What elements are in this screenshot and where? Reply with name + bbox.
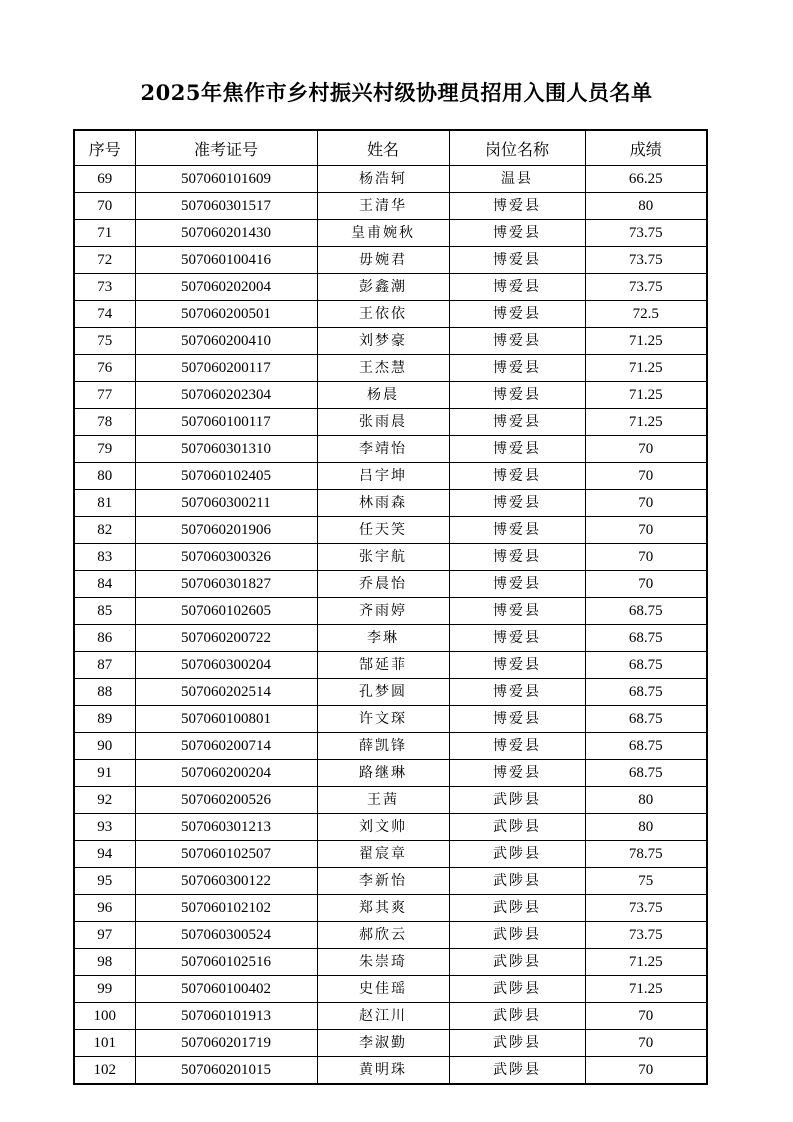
cell-position-name: 博爱县: [449, 301, 585, 328]
table-row: [74, 1057, 707, 1085]
cell-score: 68.75: [585, 679, 707, 706]
header-score: 成绩: [585, 130, 707, 166]
header-position-name: 岗位名称: [449, 130, 585, 166]
cell-serial-number: 91: [74, 760, 135, 787]
table-row: [74, 436, 707, 463]
cell-score: 75: [585, 868, 707, 895]
table-body: [74, 166, 707, 1085]
cell-name: 杨浩轲: [317, 166, 449, 193]
candidate-table: [73, 129, 708, 1085]
table-row: [74, 868, 707, 895]
cell-serial-number: 72: [74, 247, 135, 274]
cell-position-name: 博爱县: [449, 382, 585, 409]
cell-exam-ticket-number: 507060202514: [135, 679, 317, 706]
cell-name: 许文琛: [317, 706, 449, 733]
cell-serial-number: 78: [74, 409, 135, 436]
cell-score: 70: [585, 544, 707, 571]
cell-exam-ticket-number: 507060300122: [135, 868, 317, 895]
cell-serial-number: 69: [74, 166, 135, 193]
cell-position-name: 温县: [449, 166, 585, 193]
table-row: [74, 382, 707, 409]
cell-name: 李琳: [317, 625, 449, 652]
cell-score: 71.25: [585, 949, 707, 976]
cell-exam-ticket-number: 507060200722: [135, 625, 317, 652]
cell-score: 73.75: [585, 922, 707, 949]
table-row: [74, 220, 707, 247]
cell-exam-ticket-number: 507060102507: [135, 841, 317, 868]
cell-position-name: 博爱县: [449, 328, 585, 355]
cell-name: 薛凯锋: [317, 733, 449, 760]
table-row: [74, 895, 707, 922]
cell-score: 68.75: [585, 598, 707, 625]
cell-serial-number: 79: [74, 436, 135, 463]
table-row: [74, 706, 707, 733]
cell-position-name: 武陟县: [449, 814, 585, 841]
header-exam-ticket-number: 准考证号: [135, 130, 317, 166]
table-row: [74, 166, 707, 193]
cell-name: 王杰慧: [317, 355, 449, 382]
cell-exam-ticket-number: 507060100416: [135, 247, 317, 274]
table-row: [74, 517, 707, 544]
cell-exam-ticket-number: 507060100801: [135, 706, 317, 733]
cell-exam-ticket-number: 507060201719: [135, 1030, 317, 1057]
cell-exam-ticket-number: 507060101913: [135, 1003, 317, 1030]
cell-position-name: 博爱县: [449, 544, 585, 571]
cell-position-name: 武陟县: [449, 1057, 585, 1085]
cell-name: 王依依: [317, 301, 449, 328]
cell-position-name: 武陟县: [449, 922, 585, 949]
cell-name: 齐雨婷: [317, 598, 449, 625]
cell-serial-number: 73: [74, 274, 135, 301]
cell-score: 70: [585, 1030, 707, 1057]
cell-position-name: 武陟县: [449, 895, 585, 922]
cell-serial-number: 90: [74, 733, 135, 760]
table-header-row: [74, 130, 707, 166]
cell-name: 王清华: [317, 193, 449, 220]
cell-serial-number: 85: [74, 598, 135, 625]
cell-score: 71.25: [585, 355, 707, 382]
cell-serial-number: 75: [74, 328, 135, 355]
cell-position-name: 博爱县: [449, 679, 585, 706]
cell-name: 郑其爽: [317, 895, 449, 922]
cell-position-name: 博爱县: [449, 409, 585, 436]
cell-score: 66.25: [585, 166, 707, 193]
table-row: [74, 733, 707, 760]
cell-score: 68.75: [585, 625, 707, 652]
cell-name: 刘梦豪: [317, 328, 449, 355]
cell-position-name: 博爱县: [449, 571, 585, 598]
cell-name: 李靖怡: [317, 436, 449, 463]
cell-score: 73.75: [585, 247, 707, 274]
cell-exam-ticket-number: 507060102516: [135, 949, 317, 976]
cell-score: 80: [585, 193, 707, 220]
table-row: [74, 679, 707, 706]
cell-score: 70: [585, 1057, 707, 1085]
cell-position-name: 武陟县: [449, 976, 585, 1003]
cell-serial-number: 98: [74, 949, 135, 976]
cell-score: 72.5: [585, 301, 707, 328]
cell-exam-ticket-number: 507060202304: [135, 382, 317, 409]
cell-serial-number: 74: [74, 301, 135, 328]
cell-name: 杨晨: [317, 382, 449, 409]
table-row: [74, 625, 707, 652]
cell-exam-ticket-number: 507060300211: [135, 490, 317, 517]
cell-score: 73.75: [585, 220, 707, 247]
table-row: [74, 463, 707, 490]
cell-position-name: 博爱县: [449, 517, 585, 544]
cell-position-name: 武陟县: [449, 787, 585, 814]
cell-position-name: 博爱县: [449, 706, 585, 733]
cell-serial-number: 96: [74, 895, 135, 922]
cell-serial-number: 95: [74, 868, 135, 895]
cell-name: 刘文帅: [317, 814, 449, 841]
table-row: [74, 976, 707, 1003]
table-row: [74, 841, 707, 868]
table-row: [74, 274, 707, 301]
table-row: [74, 760, 707, 787]
header-serial-number: 序号: [74, 130, 135, 166]
cell-name: 李淑勤: [317, 1030, 449, 1057]
cell-serial-number: 86: [74, 625, 135, 652]
cell-score: 70: [585, 436, 707, 463]
table-row: [74, 193, 707, 220]
cell-serial-number: 70: [74, 193, 135, 220]
table-row: [74, 571, 707, 598]
cell-serial-number: 81: [74, 490, 135, 517]
table-row: [74, 1003, 707, 1030]
cell-serial-number: 88: [74, 679, 135, 706]
cell-serial-number: 94: [74, 841, 135, 868]
cell-exam-ticket-number: 507060300326: [135, 544, 317, 571]
cell-serial-number: 93: [74, 814, 135, 841]
table-row: [74, 301, 707, 328]
cell-exam-ticket-number: 507060200410: [135, 328, 317, 355]
cell-name: 郜延菲: [317, 652, 449, 679]
cell-score: 80: [585, 814, 707, 841]
cell-serial-number: 101: [74, 1030, 135, 1057]
cell-position-name: 博爱县: [449, 247, 585, 274]
cell-position-name: 博爱县: [449, 733, 585, 760]
cell-exam-ticket-number: 507060301827: [135, 571, 317, 598]
table-row: [74, 949, 707, 976]
cell-position-name: 博爱县: [449, 220, 585, 247]
cell-position-name: 博爱县: [449, 355, 585, 382]
cell-position-name: 博爱县: [449, 598, 585, 625]
cell-score: 70: [585, 463, 707, 490]
table-row: [74, 922, 707, 949]
cell-serial-number: 83: [74, 544, 135, 571]
table-row: [74, 409, 707, 436]
cell-name: 张雨晨: [317, 409, 449, 436]
cell-exam-ticket-number: 507060201430: [135, 220, 317, 247]
table-row: [74, 652, 707, 679]
cell-name: 乔晨怡: [317, 571, 449, 598]
cell-position-name: 博爱县: [449, 436, 585, 463]
cell-serial-number: 71: [74, 220, 135, 247]
cell-position-name: 博爱县: [449, 463, 585, 490]
cell-name: 赵江川: [317, 1003, 449, 1030]
cell-exam-ticket-number: 507060301310: [135, 436, 317, 463]
cell-exam-ticket-number: 507060100402: [135, 976, 317, 1003]
cell-exam-ticket-number: 507060102102: [135, 895, 317, 922]
cell-serial-number: 97: [74, 922, 135, 949]
cell-serial-number: 77: [74, 382, 135, 409]
cell-name: 彭鑫潮: [317, 274, 449, 301]
cell-name: 王茜: [317, 787, 449, 814]
cell-exam-ticket-number: 507060200117: [135, 355, 317, 382]
cell-name: 朱崇琦: [317, 949, 449, 976]
cell-name: 史佳瑶: [317, 976, 449, 1003]
cell-score: 70: [585, 1003, 707, 1030]
cell-position-name: 武陟县: [449, 1030, 585, 1057]
cell-name: 路继琳: [317, 760, 449, 787]
cell-score: 68.75: [585, 760, 707, 787]
cell-score: 68.75: [585, 733, 707, 760]
cell-score: 71.25: [585, 382, 707, 409]
cell-serial-number: 102: [74, 1057, 135, 1085]
cell-serial-number: 84: [74, 571, 135, 598]
table-row: [74, 544, 707, 571]
cell-serial-number: 100: [74, 1003, 135, 1030]
header-name: 姓名: [317, 130, 449, 166]
cell-score: 68.75: [585, 652, 707, 679]
cell-position-name: 博爱县: [449, 274, 585, 301]
cell-score: 80: [585, 787, 707, 814]
cell-name: 皇甫婉秋: [317, 220, 449, 247]
cell-name: 张宇航: [317, 544, 449, 571]
cell-score: 71.25: [585, 409, 707, 436]
table-row: [74, 598, 707, 625]
page-title: 2025年焦作市乡村振兴村级协理员招用入围人员名单: [140, 80, 653, 105]
cell-score: 70: [585, 490, 707, 517]
cell-position-name: 武陟县: [449, 949, 585, 976]
cell-serial-number: 80: [74, 463, 135, 490]
cell-score: 78.75: [585, 841, 707, 868]
cell-name: 任天笑: [317, 517, 449, 544]
table-row: [74, 814, 707, 841]
cell-exam-ticket-number: 507060301517: [135, 193, 317, 220]
table-row: [74, 490, 707, 517]
cell-serial-number: 87: [74, 652, 135, 679]
cell-exam-ticket-number: 507060100117: [135, 409, 317, 436]
cell-exam-ticket-number: 507060301213: [135, 814, 317, 841]
cell-exam-ticket-number: 507060202004: [135, 274, 317, 301]
cell-score: 73.75: [585, 895, 707, 922]
cell-position-name: 博爱县: [449, 193, 585, 220]
cell-exam-ticket-number: 507060102605: [135, 598, 317, 625]
cell-name: 吕宇坤: [317, 463, 449, 490]
cell-exam-ticket-number: 507060201015: [135, 1057, 317, 1085]
cell-name: 郝欣云: [317, 922, 449, 949]
cell-name: 林雨森: [317, 490, 449, 517]
cell-name: 李新怡: [317, 868, 449, 895]
cell-exam-ticket-number: 507060200501: [135, 301, 317, 328]
cell-serial-number: 99: [74, 976, 135, 1003]
table-row: [74, 328, 707, 355]
cell-exam-ticket-number: 507060101609: [135, 166, 317, 193]
cell-score: 71.25: [585, 328, 707, 355]
cell-score: 71.25: [585, 976, 707, 1003]
cell-exam-ticket-number: 507060102405: [135, 463, 317, 490]
cell-exam-ticket-number: 507060200714: [135, 733, 317, 760]
cell-name: 毋婉君: [317, 247, 449, 274]
cell-serial-number: 89: [74, 706, 135, 733]
cell-serial-number: 76: [74, 355, 135, 382]
cell-exam-ticket-number: 507060201906: [135, 517, 317, 544]
cell-position-name: 博爱县: [449, 625, 585, 652]
cell-position-name: 武陟县: [449, 841, 585, 868]
table-row: [74, 1030, 707, 1057]
table-row: [74, 247, 707, 274]
cell-serial-number: 92: [74, 787, 135, 814]
cell-exam-ticket-number: 507060300204: [135, 652, 317, 679]
cell-score: 70: [585, 517, 707, 544]
cell-position-name: 武陟县: [449, 1003, 585, 1030]
cell-position-name: 博爱县: [449, 490, 585, 517]
cell-score: 73.75: [585, 274, 707, 301]
cell-score: 68.75: [585, 706, 707, 733]
cell-position-name: 博爱县: [449, 652, 585, 679]
cell-name: 孔梦圆: [317, 679, 449, 706]
cell-position-name: 武陟县: [449, 868, 585, 895]
cell-exam-ticket-number: 507060300524: [135, 922, 317, 949]
cell-serial-number: 82: [74, 517, 135, 544]
cell-score: 70: [585, 571, 707, 598]
cell-name: 翟宸章: [317, 841, 449, 868]
table-row: [74, 355, 707, 382]
table-row: [74, 787, 707, 814]
cell-name: 黄明珠: [317, 1057, 449, 1085]
cell-position-name: 博爱县: [449, 760, 585, 787]
cell-exam-ticket-number: 507060200526: [135, 787, 317, 814]
cell-exam-ticket-number: 507060200204: [135, 760, 317, 787]
